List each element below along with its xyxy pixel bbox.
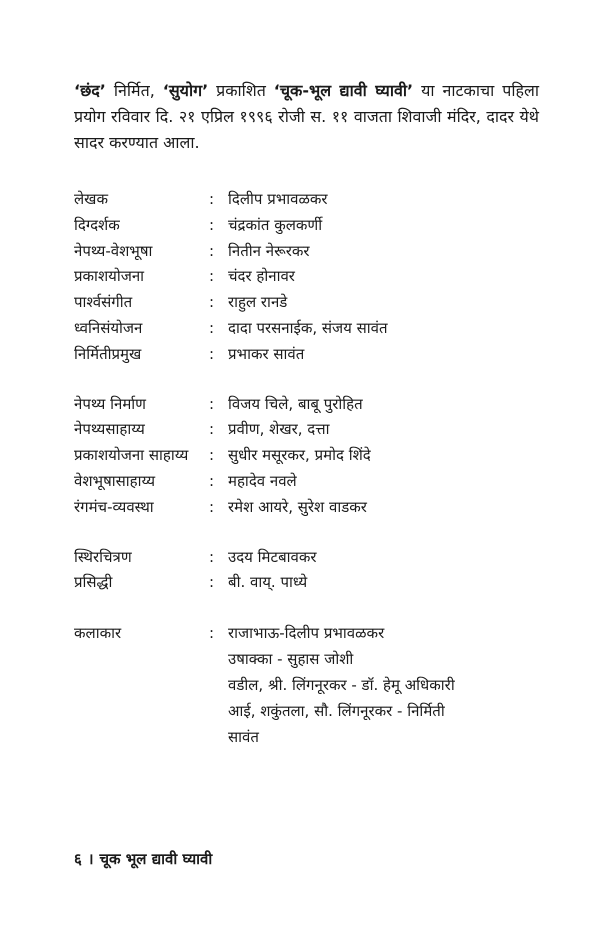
running-title: चूक भूल द्यावी घ्यावी xyxy=(99,850,213,868)
credit-row xyxy=(74,417,544,443)
credit-names: रमेश आयरे, सुरेश वाडकर xyxy=(228,497,367,516)
play-title: ‘चूक-भूल द्यावी घ्यावी’ xyxy=(273,81,414,100)
artists-role: कलाकार xyxy=(74,624,122,643)
credit-row xyxy=(74,443,544,469)
credit-names: चंदर होनावर xyxy=(228,267,295,286)
credit-role: नेपथ्य-वेशभूषा xyxy=(74,241,153,260)
publisher-name: ‘सुयोग’ xyxy=(162,81,209,100)
credit-names: उदय मिटबावकर xyxy=(228,547,317,566)
credit-colon: : xyxy=(209,293,215,312)
credit-names: बी. वाय्. पाध्ये xyxy=(228,573,308,592)
credit-colon: : xyxy=(209,215,215,234)
credit-colon: : xyxy=(209,420,215,439)
credit-row xyxy=(74,187,544,213)
intro-text-1: निर्मित, xyxy=(105,81,163,100)
credits-group-crew xyxy=(74,392,544,521)
credit-role: नेपथ्यसाहाय्य xyxy=(74,420,145,439)
credit-colon: : xyxy=(209,394,215,413)
credit-role: वेशभूषासाहाय्य xyxy=(74,471,156,490)
credit-colon: : xyxy=(209,446,215,465)
credits-group-publicity xyxy=(74,545,544,597)
credit-names: राहुल रानडे xyxy=(228,293,288,312)
artist-line: राजाभाऊ-दिलीप प्रभावळकर xyxy=(228,624,385,643)
credit-colon: : xyxy=(209,497,215,516)
credit-names: दादा परसनाईक, संजय सावंत xyxy=(228,318,388,337)
credit-row xyxy=(74,342,544,368)
credit-row xyxy=(74,239,544,265)
credit-row xyxy=(74,392,544,418)
producer-name: ‘छंद’ xyxy=(74,81,106,100)
credit-colon: : xyxy=(209,573,215,592)
credit-names: सुधीर मसूरकर, प्रमोद शिंदे xyxy=(228,446,371,465)
credit-names: विजय चिले, बाबू पुरोहित xyxy=(228,394,363,413)
credit-row xyxy=(74,264,544,290)
credits-group-artists xyxy=(74,620,544,750)
artist-line: आई, शकुंतला, सौ. लिंगनूरकर - निर्मिती xyxy=(228,702,445,721)
credit-role: पार्श्वसंगीत xyxy=(74,293,133,312)
credits-list xyxy=(74,187,544,750)
credit-colon: : xyxy=(209,267,215,286)
credit-colon: : xyxy=(209,344,215,363)
credit-role: प्रकाशयोजना साहाय्य xyxy=(74,446,189,465)
artist-line: उषाक्का - सुहास जोशी xyxy=(228,650,354,669)
credit-names: चंद्रकांत कुलकर्णी xyxy=(228,215,323,234)
credit-role: दिग्दर्शक xyxy=(74,215,120,234)
credit-row xyxy=(74,469,544,495)
credit-role: प्रसिद्धी xyxy=(74,573,113,592)
credit-role: प्रकाशयोजना xyxy=(74,267,145,286)
artist-line: वडील, श्री. लिंगनूरकर - डॉ. हेमू अधिकारी xyxy=(228,676,455,695)
credit-names: नितीन नेरूरकर xyxy=(228,241,310,260)
credit-row xyxy=(74,545,544,571)
credit-row xyxy=(74,495,544,521)
credit-role: नेपथ्य निर्माण xyxy=(74,394,147,413)
credit-names: महादेव नवले xyxy=(228,471,297,490)
footer-separator: । xyxy=(87,850,94,868)
credit-colon: : xyxy=(209,624,215,643)
credit-colon: : xyxy=(209,190,215,208)
credit-row xyxy=(74,290,544,316)
credit-row xyxy=(74,316,544,342)
credit-names: दिलीप प्रभावळकर xyxy=(228,190,328,208)
credit-row xyxy=(74,213,544,239)
credit-role: रंगमंच-व्यवस्था xyxy=(74,497,154,516)
credit-colon: : xyxy=(209,241,215,260)
credit-colon: : xyxy=(209,547,215,566)
credit-names: प्रभाकर सावंत xyxy=(228,344,305,363)
credit-role: निर्मितीप्रमुख xyxy=(74,344,142,363)
intro-paragraph xyxy=(74,78,539,156)
credit-role: लेखक xyxy=(74,190,108,208)
credit-role: स्थिरचित्रण xyxy=(74,547,132,566)
page-footer xyxy=(74,848,212,870)
credit-colon: : xyxy=(209,471,215,490)
credits-group-main xyxy=(74,187,544,368)
artists-row xyxy=(74,620,544,750)
page-number: ६ xyxy=(74,850,82,868)
credit-names: प्रवीण, शेखर, दत्ता xyxy=(228,420,330,439)
intro-text-3: या नाटकाचा पहिला प्रयोग रविवार दि. २१ एप्रिल १९९६ रोजी स. ११ वाजता शिवाजी मंदिर, दादर येथे सादर करण्यात आला. xyxy=(74,81,539,152)
artists-list xyxy=(228,620,544,750)
artist-line: सावंत xyxy=(228,728,259,747)
credit-colon: : xyxy=(209,318,215,337)
credit-row xyxy=(74,570,544,596)
intro-text-2: प्रकाशित xyxy=(208,81,274,100)
credit-role: ध्वनिसंयोजन xyxy=(74,318,143,337)
